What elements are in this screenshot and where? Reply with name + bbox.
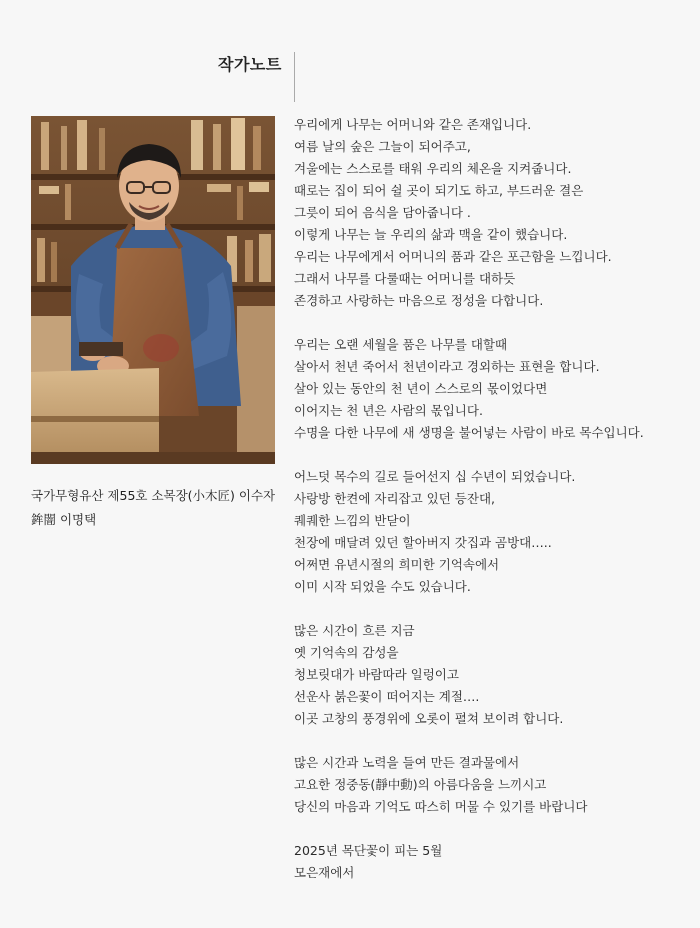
title-divider (294, 52, 295, 102)
signature-place: 모은재에서 (294, 865, 355, 880)
text-line: 우리는 나무에게서 어머니의 품과 같은 포근함을 느낍니다. (294, 249, 612, 264)
artist-photo (31, 116, 275, 464)
signature-date: 2025년 목단꽃이 피는 5월 (294, 843, 443, 858)
text-line: 어쩌면 유년시절의 희미한 기억속에서 (294, 557, 500, 572)
text-line: 고요한 정중동(靜中動)의 아름다움을 느끼시고 (294, 777, 547, 792)
text-line: 그래서 나무를 다룰때는 어머니를 대하듯 (294, 271, 516, 286)
text-line: 청보릿대가 바람따라 일렁이고 (294, 667, 459, 682)
paragraph (294, 752, 694, 818)
artist-caption (31, 484, 291, 532)
text-line: 많은 시간이 흐른 지금 (294, 623, 415, 638)
text-line: 많은 시간과 노력을 들여 만든 결과물에서 (294, 755, 520, 770)
text-line: 어느덧 목수의 길로 들어선지 십 수년이 되었습니다. (294, 469, 576, 484)
paragraph-signature (294, 840, 694, 884)
text-line: 우리는 오랜 세월을 품은 나무를 대할때 (294, 337, 508, 352)
page-title: 작가노트 (218, 55, 282, 74)
paragraph (294, 620, 694, 730)
text-line: 살아 있는 동안의 천 년이 스스로의 몫이었다면 (294, 381, 548, 396)
text-line: 그릇이 되어 음식을 담아줍니다 . (294, 205, 471, 220)
text-line: 이곳 고창의 풍경위에 오롯이 펼쳐 보이려 합니다. (294, 711, 564, 726)
text-line: 천장에 매달려 있던 할아버지 갓집과 곰방대….. (294, 535, 552, 550)
artist-note-body (294, 114, 694, 884)
text-line: 당신의 마음과 기억도 따스히 머물 수 있기를 바랍니다 (294, 799, 588, 814)
paragraph (294, 114, 694, 312)
text-line: 선운사 붉은꽃이 떠어지는 계절…. (294, 689, 480, 704)
text-line: 존경하고 사랑하는 마음으로 정성을 다합니다. (294, 293, 544, 308)
text-line: 살아서 천년 죽어서 천년이라고 경외하는 표현을 합니다. (294, 359, 600, 374)
text-line: 이미 시작 되었을 수도 있습니다. (294, 579, 471, 594)
text-line: 때로는 집이 되어 쉴 곳이 되기도 하고, 부드러운 결은 (294, 183, 584, 198)
paragraph (294, 334, 694, 444)
text-line: 여름 날의 숲은 그늘이 되어주고, (294, 139, 471, 154)
text-line: 옛 기억속의 감성을 (294, 645, 399, 660)
text-line: 사랑방 한켠에 자리잡고 있던 등잔대, (294, 491, 495, 506)
text-line: 이렇게 나무는 늘 우리의 삶과 맥을 같이 했습니다. (294, 227, 568, 242)
text-line: 겨울에는 스스로를 태워 우리의 체온을 지켜줍니다. (294, 161, 572, 176)
paragraph (294, 466, 694, 598)
text-line: 수명을 다한 나무에 새 생명을 불어넣는 사람이 바로 목수입니다. (294, 425, 644, 440)
text-line: 이어지는 천 년은 사람의 몫입니다. (294, 403, 483, 418)
text-line: 우리에게 나무는 어머니와 같은 존재입니다. (294, 117, 532, 132)
caption-line-name: 鉾闇 이명택 (31, 512, 97, 527)
text-line: 퀘퀘한 느낌의 반닫이 (294, 513, 411, 528)
caption-line-title: 국가무형유산 제55호 소목장(小木匠) 이수자 (31, 488, 276, 503)
